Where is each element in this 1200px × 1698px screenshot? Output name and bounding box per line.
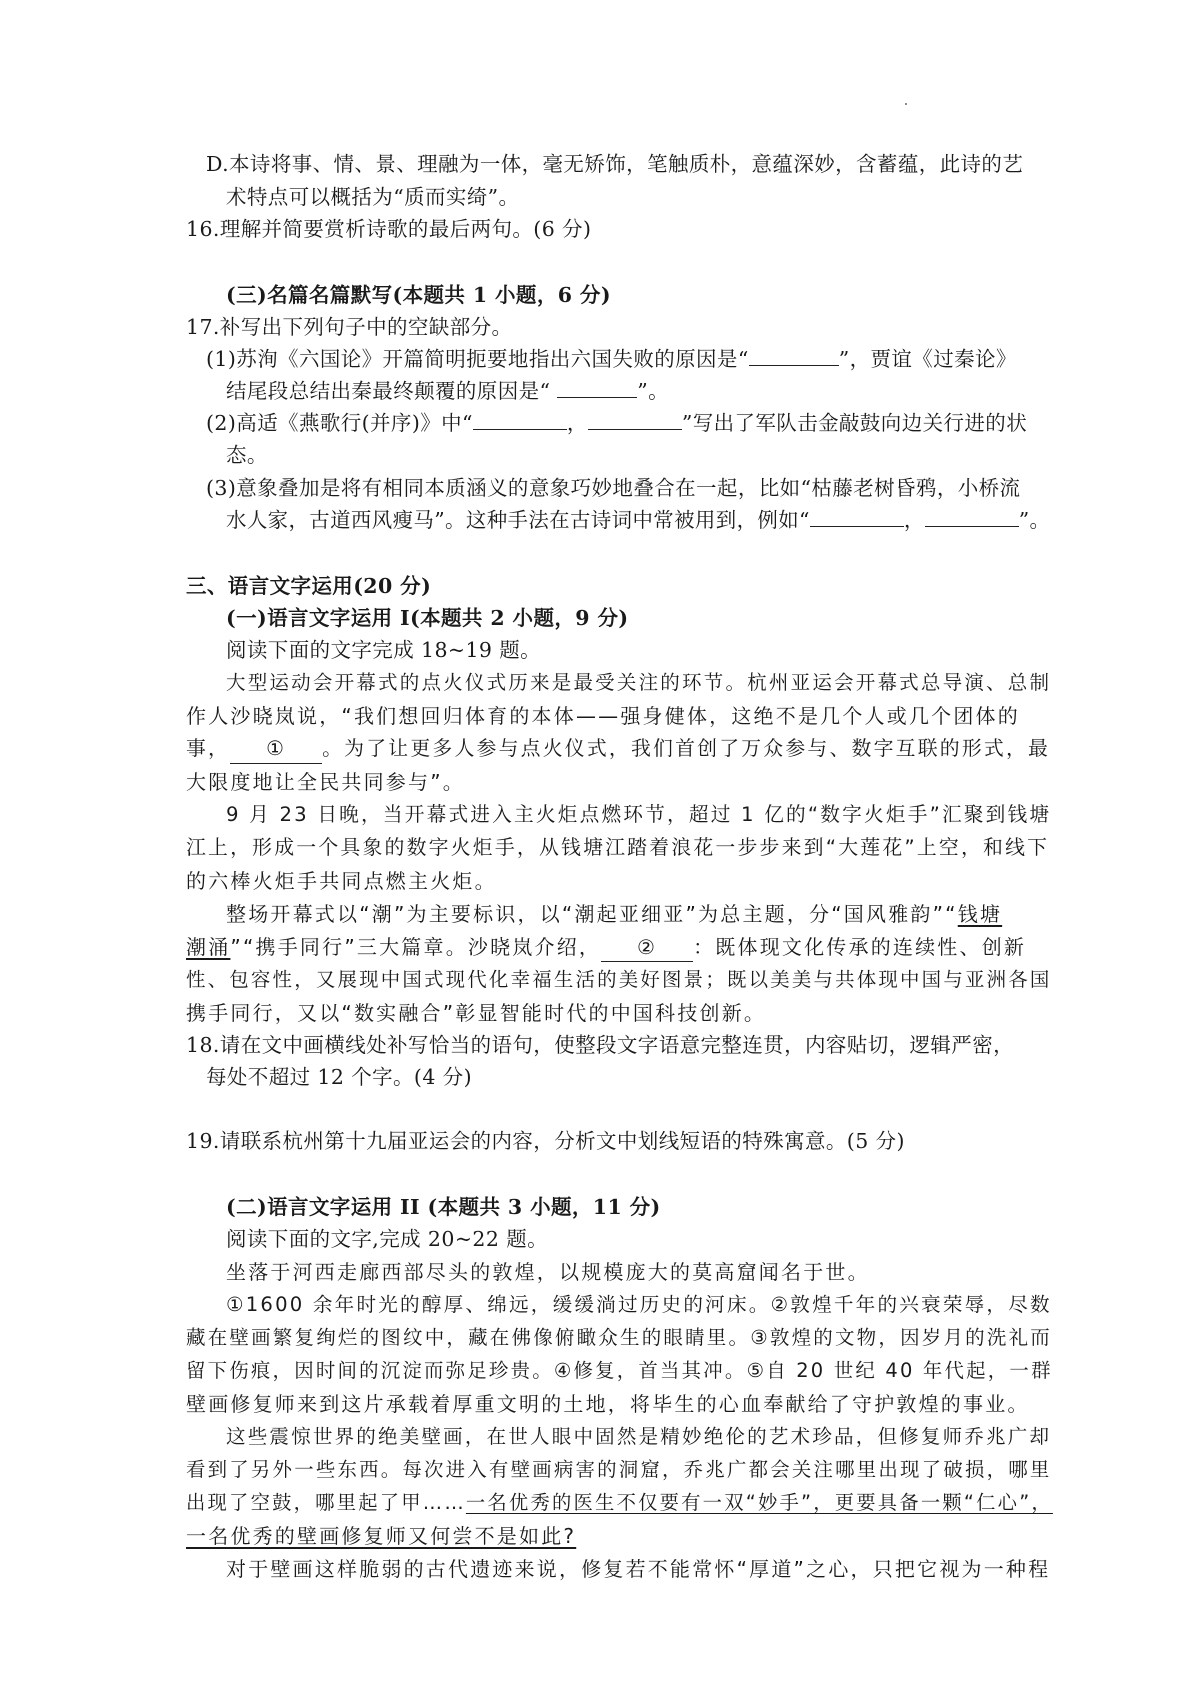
q17-p2-text-a: (2)高适《燕歌行(并序)》中“ [206,411,473,435]
q17-part3-line1: (3)意象叠加是将有相同本质涵义的意象巧妙地叠合在一起，比如“枯藤老树昏鸦，小桥流 [206,476,1021,500]
passage2-underlined-sentence-b: 一名优秀的壁画修复师又何尝不是如此? [186,1524,577,1548]
q17-stem: 17.补写出下列句子中的空缺部分。 [186,315,513,339]
passage2-line4: 留下伤痕，因时间的沉淀而弥足珍贵。④修复，首当其冲。⑤自 20 世纪 40 年代起，一群 [186,1359,1053,1382]
q17-p1-text-a: (1)苏洵《六国论》开篇简明扼要地指出六国失败的原因是“ [206,347,749,371]
passage1-line10: 性、包容性，又展现中国式现代化幸福生活的美好图景；既以美美与共体现中国与亚洲各国 [186,968,1052,991]
q17-p1-blank-2[interactable] [557,377,637,398]
q18-line1: 18.请在文中画横线处补写恰当的语句，使整段文字语意完整连贯，内容贴切，逻辑严密， [186,1033,1014,1057]
q16-question: 16.理解并简要赏析诗歌的最后两句。(6 分) [186,217,592,241]
q17-p3-text-b: 水人家，古道西风瘦马”。这种手法在古诗词中常被用到，例如“ [226,508,810,532]
passage2-line2: ①1600 余年时光的醇厚、绵远，缓缓淌过历史的河床。②敦煌千年的兴衰荣辱，尽数 [226,1293,1052,1316]
passage1-line7: 的六棒火炬手共同点燃主火炬。 [186,869,497,893]
passage1-underlined-phrase-b: 潮涌 [186,935,231,959]
passage2-line1: 坐落于河西走廊西部尽头的敦煌，以规模庞大的莫高窟闻名于世。 [226,1260,870,1284]
passage1-line9-a: ”“携手同行”三大篇章。沙晓岚介绍， [230,935,602,959]
q17-p2-text-b: ， [566,411,588,435]
passage1-line9 [186,933,1026,962]
section-mingpian-title: (三)名篇名篇默写(本题共 1 小题，6 分) [226,283,611,307]
q17-p3-blank-2[interactable] [925,506,1019,527]
passage2-line3: 藏在壁画繁复绚烂的图纹中，藏在佛像俯瞰众生的眼睛里。③敦煌的文物，因岁月的洗礼而 [186,1326,1052,1349]
q15-option-d-line1: D.本诗将事、情、景、理融为一体，毫无矫饰，笔触质朴，意蕴深妙，含蓄蕴，此诗的艺 [206,152,1024,176]
q17-part1-line2 [226,377,669,405]
passage1-line8 [226,900,1002,928]
scan-speck [905,103,907,105]
passage1-line8-a: 整场开幕式以“潮”为主要标识，以“潮起亚细亚”为总主题，分“国风雅韵”“ [226,902,958,926]
q17-p1-text-b: ”，贾谊《过秦论》 [838,347,1017,371]
q17-p1-text-d: ”。 [637,379,670,403]
passage1-line3-b: 。为了让更多人参与点火仪式，我们首创了万众参与、数字互联的形式，最 [322,737,1051,760]
q17-p2-text-c: ”写出了军队击金敲鼓向边关行进的状 [681,411,1028,435]
part1-title: (一)语言文字运用 Ⅰ(本题共 2 小题，9 分) [226,606,629,630]
passage2-line9 [186,1522,576,1550]
passage2-line6: 这些震惊世界的绝美壁画，在世人眼中固然是精妙绝伦的艺术珍品，但修复师乔兆广却 [226,1425,1052,1448]
passage2-line8 [186,1489,1053,1517]
passage2-line7: 看到了另外一些东西。每次进入有壁画病害的洞窟，乔兆广都会关注哪里出现了破损，哪里 [186,1458,1052,1481]
q17-p1-text-c: 结尾段总结出秦最终颠覆的原因是“ [226,379,558,403]
part1-intro: 阅读下面的文字完成 18~19 题。 [226,638,542,662]
passage1-line1: 大型运动会开幕式的点火仪式历来是最受关注的环节。杭州亚运会开幕式总导演、总制 [226,671,1052,694]
q17-part3-line2 [226,506,1050,534]
part2-intro: 阅读下面的文字,完成 20~22 题。 [226,1227,548,1251]
q15-option-d-line2: 术特点可以概括为“质而实绮”。 [226,185,520,209]
q18-line2: 每处不超过 12 个字。(4 分) [206,1065,472,1089]
q17-p3-text-c: ， [903,508,925,532]
passage2-line10: 对于壁画这样脆弱的古代遗迹来说，修复若不能常怀“厚道”之心，只把它视为一种程 [226,1557,1051,1581]
q17-p3-text-d: ”。 [1018,508,1051,532]
passage1-gap-1[interactable]: ① [230,735,322,764]
passage1-line2: 作人沙晓岚说，“我们想回归体育的本体——强身健体，这绝不是几个人或几个团体的 [186,704,1020,728]
section-three-title: 三、语言文字运用(20 分) [186,574,432,598]
q17-part2-line2: 态。 [226,443,268,467]
passage2-line8-a: 出现了空鼓，哪里起了甲…… [186,1491,466,1514]
passage2-line5: 壁画修复师来到这片承载着厚重文明的土地，将毕生的心血奉献给了守护敦煌的事业。 [186,1392,1030,1416]
passage1-underlined-phrase-a: 钱塘 [957,902,1003,926]
passage1-line4: 大限度地让全民共同参与”。 [186,770,465,794]
passage1-line3-a: 事， [186,737,231,760]
q19-question: 19.请联系杭州第十九届亚运会的内容，分析文中划线短语的特殊寓意。(5 分) [186,1129,905,1153]
passage1-line9-b: ：既体现文化传承的连续性、创新 [693,935,1027,959]
passage1-line11: 携手同行，又以“数实融合”彰显智能时代的中国科技创新。 [186,1001,767,1025]
q17-part1-line1 [206,345,1017,373]
passage1-line6: 江上，形成一个具象的数字火炬手，从钱塘江踏着浪花一步步来到“大莲花”上空，和线下 [186,836,1050,859]
passage1-line3 [186,735,1050,764]
part2-title: (二)语言文字运用 II (本题共 3 小题，11 分) [226,1195,661,1219]
q17-p1-blank-1[interactable] [749,345,839,366]
q17-part2-line1 [206,409,1027,437]
q17-p2-blank-1[interactable] [473,409,567,430]
passage1-gap-2[interactable]: ② [601,933,693,962]
q17-p3-blank-1[interactable] [810,506,904,527]
passage2-underlined-sentence-a: 一名优秀的医生不仅要有一双“妙手”，更要具备一颗“仁心”， [465,1491,1053,1514]
q17-p2-blank-2[interactable] [588,409,682,430]
passage1-line5: 9 月 23 日晚，当开幕式进入主火炬点燃环节，超过 1 亿的“数字火炬手”汇聚到钱塘 [226,803,1052,826]
